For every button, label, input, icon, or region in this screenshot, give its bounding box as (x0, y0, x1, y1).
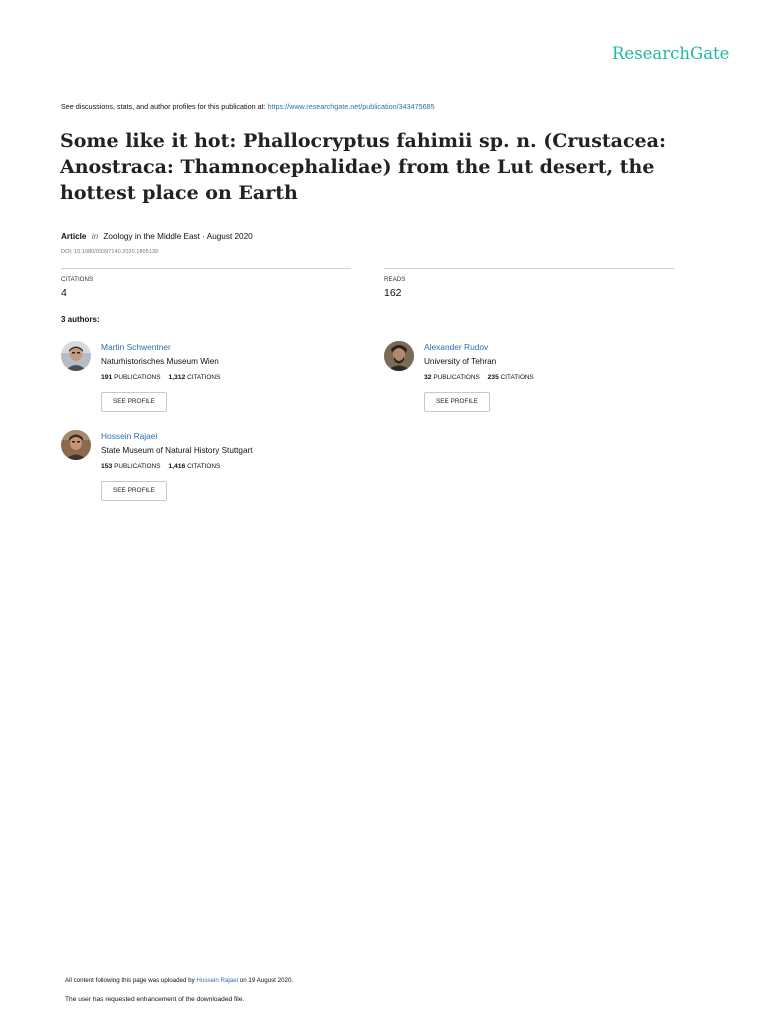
author-name[interactable]: Hossein Rajaei (101, 431, 158, 441)
author-institution: State Museum of Natural History Stuttgart (101, 446, 253, 455)
intro-line (61, 102, 435, 111)
enhancement-notice: The user has requested enhancement of the downloaded file. (65, 996, 245, 1003)
reads-divider (384, 268, 674, 269)
uploader-link[interactable]: Hossein Rajaei (196, 977, 239, 984)
upload-notice (65, 977, 293, 984)
article-type: Article (61, 232, 87, 241)
author-institution: University of Tehran (424, 357, 497, 366)
citations-label: CITATIONS (187, 374, 221, 381)
publication-count: 153 (101, 463, 113, 470)
publications-label: PUBLICATIONS (114, 374, 161, 381)
author-name[interactable]: Alexander Rudov (424, 342, 489, 352)
journal-date: Zoology in the Middle East · August 2020 (103, 232, 253, 241)
reads-value: 162 (384, 287, 402, 299)
citation-count: 1,416 (168, 463, 186, 470)
publications-label: PUBLICATIONS (433, 374, 480, 381)
citations-divider (61, 268, 351, 269)
citation-count: 1,312 (168, 374, 186, 381)
citations-label: CITATIONS (187, 463, 221, 470)
avatar[interactable] (61, 430, 91, 460)
publication-meta (61, 232, 253, 241)
paper-title: Some like it hot: Phallocryptus fahimii sp. n. (Crustacea: Anostraca: Thamnocephalidae) from the Lut desert, the hottest place on Earth (60, 130, 666, 204)
citations-value: 4 (61, 287, 67, 299)
author-stats (424, 374, 534, 381)
publication-link[interactable]: https://www.researchgate.net/publication/343475685 (267, 102, 435, 111)
doi: DOI: 10.1080/09397140.2020.1805139 (61, 249, 159, 255)
see-profile-button[interactable]: SEE PROFILE (424, 392, 490, 412)
researchgate-logo[interactable]: ResearchGate (612, 44, 730, 63)
author-card (61, 430, 361, 502)
citations-label: CITATIONS (61, 276, 94, 283)
publications-label: PUBLICATIONS (114, 463, 161, 470)
avatar[interactable] (61, 341, 91, 371)
author-stats (101, 463, 220, 470)
author-card (61, 341, 361, 413)
author-institution: Naturhistorisches Museum Wien (101, 357, 219, 366)
publication-count: 32 (424, 374, 432, 381)
author-name[interactable]: Martin Schwentner (101, 342, 171, 352)
citations-label: CITATIONS (500, 374, 534, 381)
author-card (384, 341, 684, 413)
see-profile-button[interactable]: SEE PROFILE (101, 392, 167, 412)
authors-heading: 3 authors: (61, 315, 100, 324)
see-profile-button[interactable]: SEE PROFILE (101, 481, 167, 501)
author-stats (101, 374, 220, 381)
intro-text: See discussions, stats, and author profiles for this publication at: (61, 102, 266, 111)
citation-count: 235 (487, 374, 499, 381)
reads-label: READS (384, 276, 406, 283)
in-label: in (91, 232, 99, 241)
upload-prefix: All content following this page was uploaded by (65, 977, 195, 984)
publication-count: 191 (101, 374, 113, 381)
avatar[interactable] (384, 341, 414, 371)
upload-date: on 19 August 2020. (239, 977, 294, 984)
